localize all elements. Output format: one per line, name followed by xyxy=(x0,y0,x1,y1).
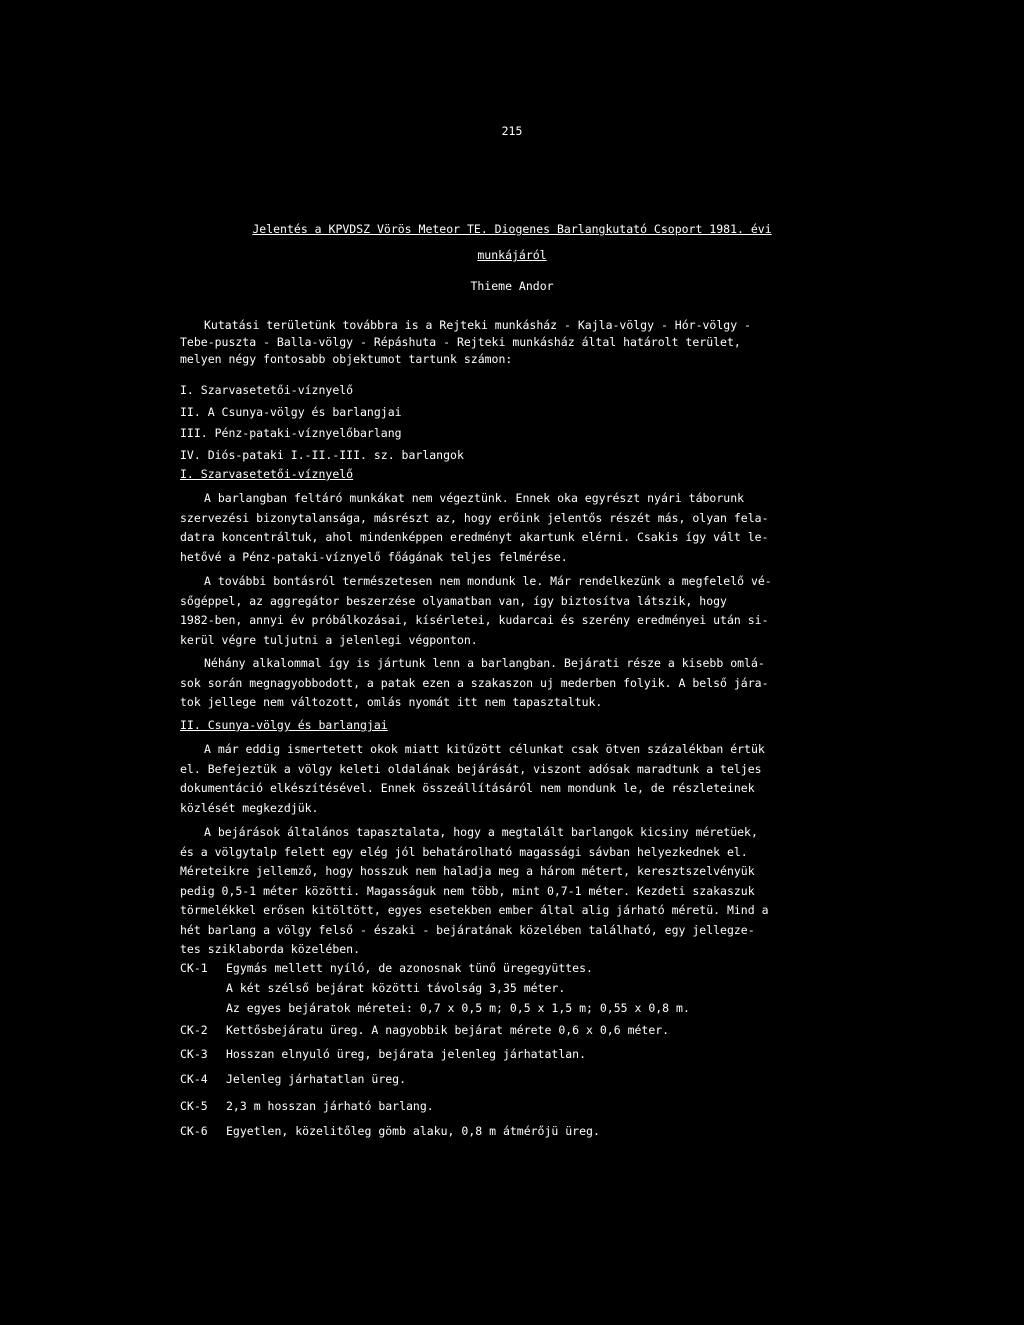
intro-paragraph xyxy=(180,317,836,368)
cave-entry-continued xyxy=(180,981,565,995)
text-line: pedig 0,5-1 méter közötti. Magasságuk nem több, mint 0,7-1 méter. Kezdeti szakaszuk xyxy=(180,883,755,898)
text-line: A további bontásról természetesen nem mondunk le. Már rendelkezünk a megfelelő vé- xyxy=(204,574,772,588)
report-title-continued: munkájáról xyxy=(477,248,547,262)
cave-id: CK-3 xyxy=(180,1047,208,1061)
section2-paragraph-1 xyxy=(180,740,836,818)
cave-entry xyxy=(180,1072,406,1086)
section1-paragraph-3 xyxy=(180,654,836,713)
object-item: III. Pénz-pataki-víznyelőbarlang xyxy=(180,426,402,440)
cave-entry xyxy=(180,961,593,975)
cave-entry xyxy=(180,1124,600,1138)
text-line: és a völgytalp felett egy elég jól behatárolható magassági sávban helyezkednek el. xyxy=(180,844,748,859)
text-line: tok jellege nem változott, omlás nyomát itt nem tapasztaltuk. xyxy=(180,695,603,709)
text-line: melyen négy fontosabb objektumot tartunk számon: xyxy=(180,352,513,366)
cave-id: CK-6 xyxy=(180,1124,208,1138)
text-line: A már eddig ismertetett okok miatt kitűzött célunkat csak ötven százalékban értük xyxy=(204,742,765,756)
cave-id: CK-2 xyxy=(180,1023,208,1037)
cave-id: CK-1 xyxy=(180,961,208,975)
object-item: IV. Diós-pataki I.-II.-III. sz. barlangok xyxy=(180,447,464,462)
cave-id: CK-5 xyxy=(180,1099,208,1113)
cave-entry-continued xyxy=(180,1001,690,1015)
section1-paragraph-2 xyxy=(180,572,836,650)
cave-id: CK-4 xyxy=(180,1072,208,1086)
text-line: sok során megnagyobbodott, a patak ezen a szakaszon uj mederben folyik. A belső jára- xyxy=(180,675,769,690)
cave-description: 2,3 m hosszan járható barlang. xyxy=(226,1099,434,1113)
author: Thieme Andor xyxy=(470,279,554,293)
cave-description: Jelenleg járhatatlan üreg. xyxy=(226,1072,407,1086)
text-line: hét barlang a völgy felső - északi - bejáratának közelében található, egy jellegze- xyxy=(180,922,755,937)
text-line: közlését megkezdjük. xyxy=(180,800,319,815)
section-heading: I. Szarvasetetői-víznyelő xyxy=(180,467,354,481)
section1-paragraph-1 xyxy=(180,489,836,567)
text-line: A barlangban feltáró munkákat nem végeztünk. Ennek oka egyrészt nyári táborunk xyxy=(204,491,745,505)
text-line: tes sziklaborda közelében. xyxy=(180,942,361,956)
object-list xyxy=(180,380,836,466)
cave-description: Az egyes bejáratok méretei: 0,7 x 0,5 m; 0,5 x 1,5 m; 0,55 x 0,8 m. xyxy=(226,1001,690,1015)
cave-description: Egyetlen, közelitőleg gömb alaku, 0,8 m átmérőjü üreg. xyxy=(226,1124,600,1138)
text-line: datra koncentráltuk, ahol mindenképpen eredményt akartunk elérni. Csakis így vált le- xyxy=(180,530,769,544)
text-line: Tebe-puszta - Balla-völgy - Répáshuta - Rejteki munkásház által határolt terület, xyxy=(180,335,741,349)
text-line: dokumentáció elkészítésével. Ennek összeállításáról nem mondunk le, de részleteinek xyxy=(180,781,755,795)
text-line: Néhány alkalommal így is jártunk lenn a barlangban. Bejárati része a kisebb omlá- xyxy=(204,656,765,670)
text-line: Méreteikre jellemző, hogy hosszuk nem haladja meg a három métert, keresztszelvényük xyxy=(180,864,755,878)
text-line: kerül végre tuljutni a jelenlegi végponton. xyxy=(180,632,478,647)
cave-description: Kettősbejáratu üreg. A nagyobbik bejárat mérete 0,6 x 0,6 méter. xyxy=(226,1023,670,1037)
report-title: Jelentés a KPVDSZ Vörös Meteor TE. Diogenes Barlangkutató Csoport 1981. évi xyxy=(252,222,772,236)
cave-entry xyxy=(180,1047,586,1061)
text-line: 1982-ben, annyi év próbálkozásai, kísérletei, kudarcai és szerény eredményei után si- xyxy=(180,613,769,627)
text-line: A bejárások általános tapasztalata, hogy a megtalált barlangok kicsiny méretüek, xyxy=(204,825,758,839)
text-line: Kutatási területünk továbbra is a Rejteki munkásház - Kajla-völgy - Hór-völgy - xyxy=(204,318,751,332)
text-line: hetővé a Pénz-pataki-víznyelő főágának teljes felmérése. xyxy=(180,549,568,564)
page-number: 215 xyxy=(501,124,523,138)
cave-description: Hosszan elnyuló üreg, bejárata jelenleg járhatatlan. xyxy=(226,1047,587,1061)
text-line: sőgéppel, az aggregátor beszerzése olyamatban van, így biztosítva látszik, hogy xyxy=(180,593,727,608)
object-item: II. A Csunya-völgy és barlangjai xyxy=(180,404,402,419)
cave-description: A két szélső bejárat közötti távolság 3,35 méter. xyxy=(226,981,566,995)
text-line: szervezési bizonytalansága, másrészt az, hogy erőink jelentős részét más, olyan fela- xyxy=(180,510,769,525)
text-line: el. Befejeztük a völgy keleti oldalának bejárását, viszont adósak maradtunk a teljes xyxy=(180,761,762,776)
section2-paragraph-2 xyxy=(180,823,836,960)
cave-description: Egymás mellett nyíló, de azonosnak tünő üregegyüttes. xyxy=(226,961,593,975)
text-line: törmelékkel erősen kitöltött, egyes esetekben ember által alig járható méretü. Mind a xyxy=(180,903,769,917)
section-heading: II. Csunya-völgy és barlangjai xyxy=(180,718,388,732)
cave-entry xyxy=(180,1023,669,1037)
cave-entry xyxy=(180,1099,434,1113)
object-item: I. Szarvasetetői-víznyelő xyxy=(180,383,354,397)
